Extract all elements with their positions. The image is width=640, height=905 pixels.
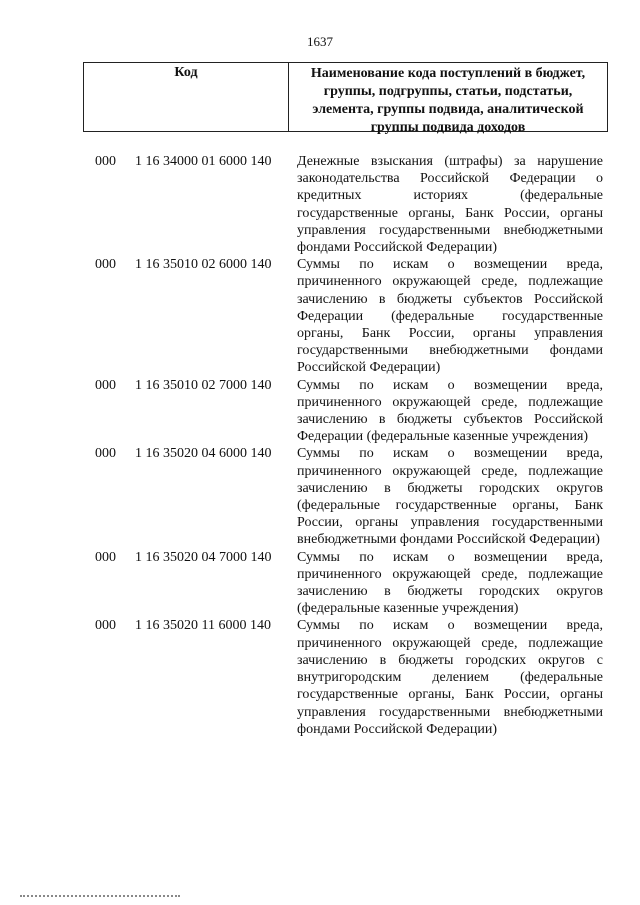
admin-code: 000 bbox=[95, 154, 116, 169]
income-code: 1 16 35020 04 7000 140 bbox=[135, 549, 272, 565]
admin-code: 000 bbox=[95, 618, 116, 634]
table-body bbox=[95, 153, 603, 738]
header-code-label: Код bbox=[84, 63, 289, 131]
scan-artifact-divider bbox=[20, 895, 180, 899]
income-description: Суммы по искам о возмещении вреда, причиненного окружающей среде, подлежащие зачислению в бюджеты субъектов Российской Федерации (федеральные казенные учреждения) bbox=[297, 377, 603, 445]
table-row bbox=[95, 445, 603, 548]
header-name-label: Наименование кода поступлений в бюджет, группы, подгруппы, статьи, подстатьи, элемента, группы подвида, аналитической группы подвида доходов bbox=[310, 66, 586, 135]
income-code: 1 16 35020 11 6000 140 bbox=[135, 618, 271, 634]
table-row bbox=[95, 377, 603, 446]
income-description: Суммы по искам о возмещении вреда, причиненного окружающей среде, подлежащие зачислению в бюджеты субъектов Российской Федерации (федеральные государственные органы, Банк России, органы управления государственными внебюджетными фондами Российской Федерации) bbox=[297, 257, 603, 376]
table-row bbox=[95, 256, 603, 376]
income-description: Суммы по искам о возмещении вреда, причиненного окружающей среде, подлежащие зачислению в бюджеты городских округов с внутригородским делением (федеральные государственные органы, Банк России, органы управления государственными внебюджетными фондами Российской Федерации) bbox=[297, 618, 603, 737]
income-code: 1 16 35020 04 6000 140 bbox=[135, 446, 272, 462]
table-row bbox=[95, 617, 603, 737]
income-code: 1 16 34000 01 6000 140 bbox=[135, 154, 272, 169]
income-description: Суммы по искам о возмещении вреда, причиненного окружающей среде, подлежащие зачислению в бюджеты городских округов (федеральные казенные учреждения) bbox=[297, 549, 603, 617]
income-description: Денежные взыскания (штрафы) за нарушение законодательства Российской Федерации о кредитных историях (федеральные государственные органы, Банк России, органы управления государственными внебюджетными фондами Российской Федерации) bbox=[297, 154, 603, 256]
table-header bbox=[83, 62, 608, 135]
income-code: 1 16 35010 02 7000 140 bbox=[135, 377, 272, 393]
admin-code: 000 bbox=[95, 377, 116, 393]
income-code: 1 16 35010 02 6000 140 bbox=[135, 257, 272, 273]
page-number: 1637 bbox=[307, 34, 333, 49]
income-description: Суммы по искам о возмещении вреда, причиненного окружающей среде, подлежащие зачислению в бюджеты городских округов (федеральные государственные органы, Банк России, органы управления государственными внебюджетными фондами Российской Федерации) bbox=[297, 446, 603, 548]
table-row bbox=[95, 549, 603, 618]
admin-code: 000 bbox=[95, 549, 116, 565]
admin-code: 000 bbox=[95, 446, 116, 462]
admin-code: 000 bbox=[95, 257, 116, 273]
table-row bbox=[95, 153, 603, 256]
